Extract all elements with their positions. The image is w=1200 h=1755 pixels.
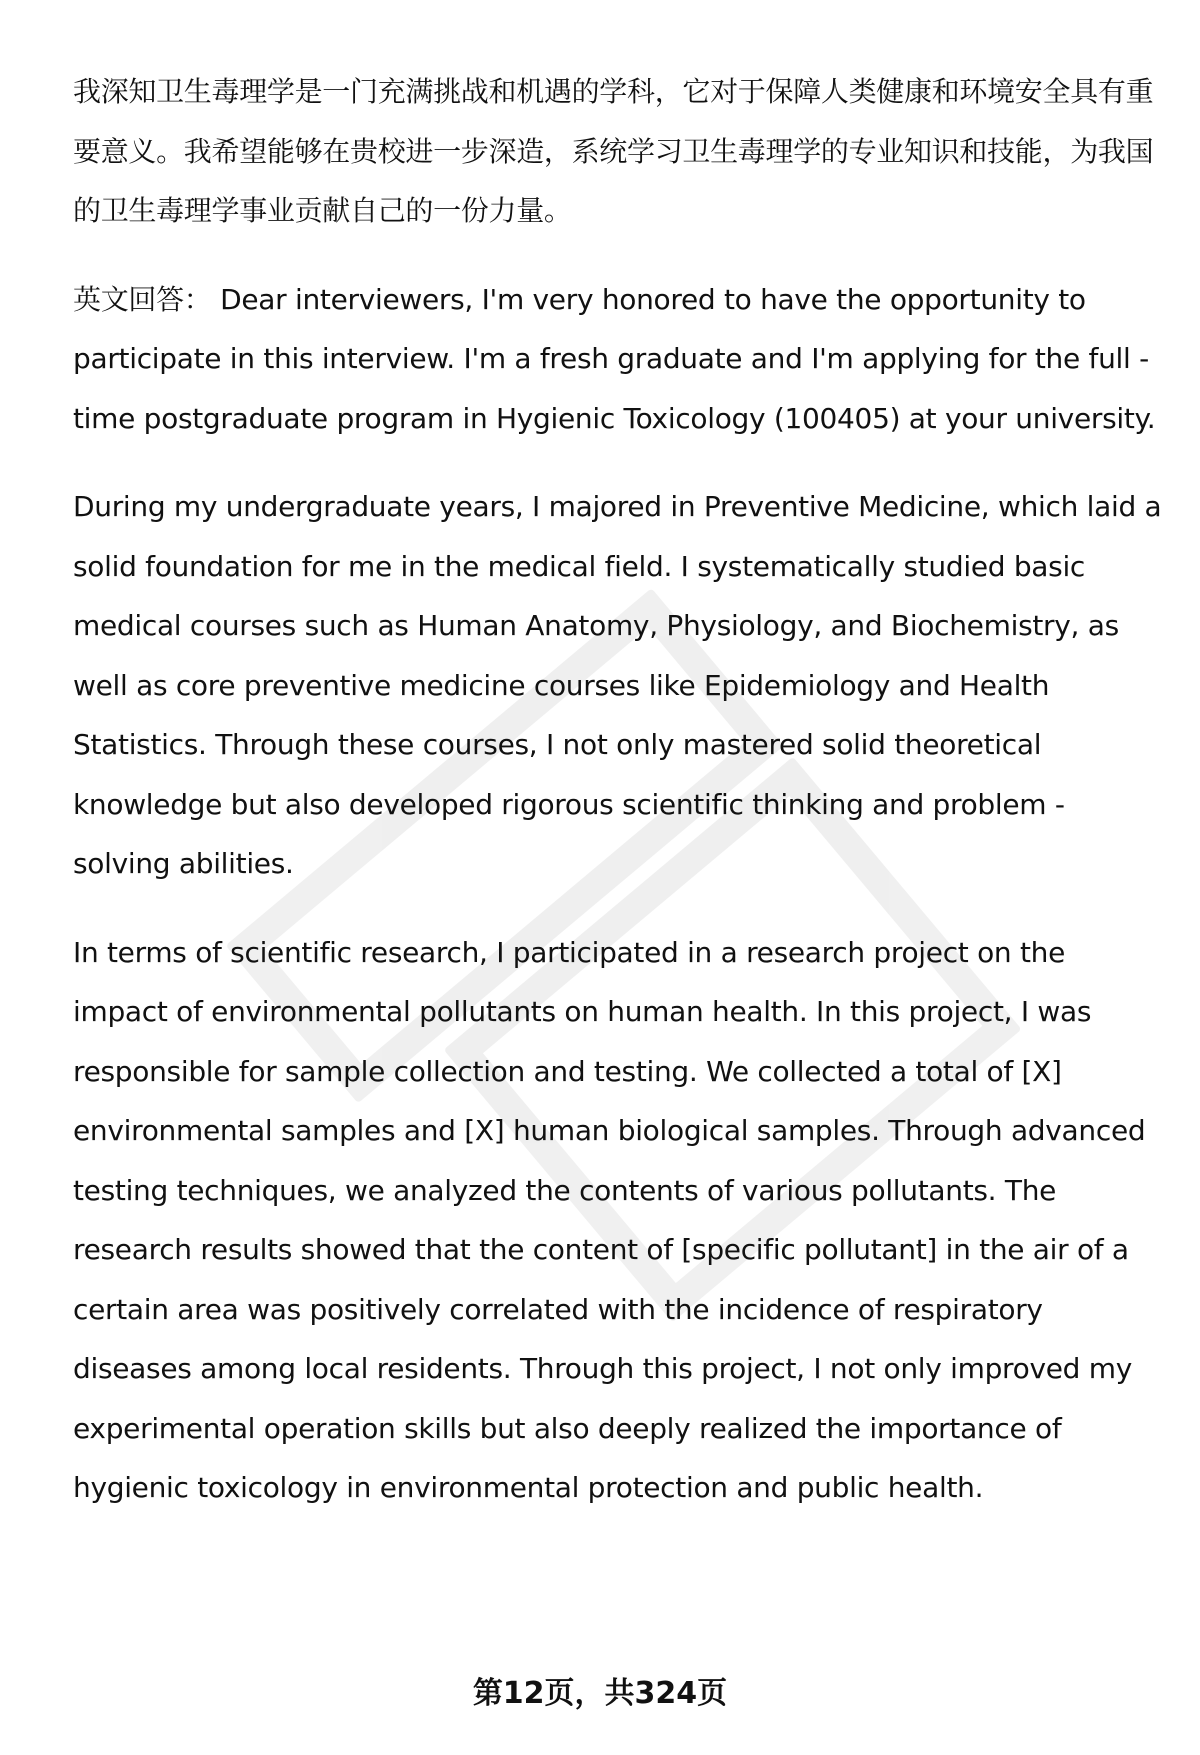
paragraph-english-intro: 英文回答： Dear interviewers, I'm very honored to have the opportunity to participate in this interview. I'm a fresh graduate and I'm applying for the full - time postgraduate program in Hygienic Toxicology (100405) at your university. (73, 282, 1156, 435)
paragraph-undergraduate: During my undergraduate years, I majored in Preventive Medicine, which laid a solid foundation for me in the medical field. I systematically studied basic medical courses such as Human Anatomy, Physiology, and Biochemistry, as well as core preventive medicine courses like Epidemiology and Health Statistics. Through these courses, I not only mastered solid theoretical knowledge but also developed rigorous scientific thinking and problem - solving abilities. (73, 490, 1162, 880)
page-number: 第12页，共324页 (472, 1676, 728, 1711)
paragraph-chinese-conclusion: 我深知卫生毒理学是一门充满挑战和机遇的学科，它对于保障人类健康和环境安全具有重要意义。我希望能够在贵校进一步深造，系统学习卫生毒理学的专业知识和技能，为我国的卫生毒理学事业贡献自己的一份力量。 (73, 75, 1154, 227)
document-body (73, 62, 1163, 1547)
paragraph-research: In terms of scientific research, I participated in a research project on the impact of environmental pollutants on human health. In this project, I was responsible for sample collection and testing. We collected a total of [X] environmental samples and [X] human biological samples. Through advanced testing techniques, we analyzed the contents of various pollutants. The research results showed that the content of [specific pollutant] in the air of a certain area was positively correlated with the incidence of respiratory diseases among local residents. Through this project, I not only improved my experimental operation skills but also deeply realized the importance of hygienic toxicology in environmental protection and public health. (73, 935, 1146, 1504)
